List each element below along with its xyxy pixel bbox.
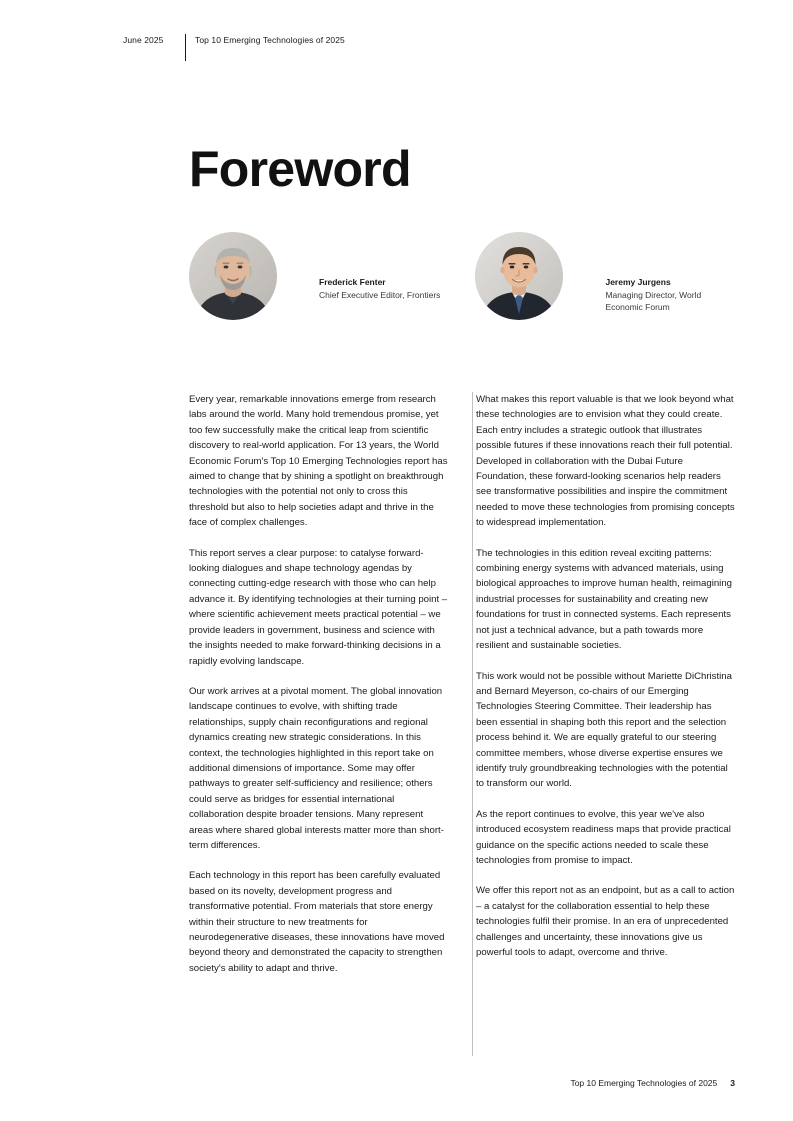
author-meta xyxy=(605,232,735,314)
paragraph: This work would not be possible without Mariette DiChristina and Bernard Meyerson, co-chairs of our Emerging Technologies Steering Committee. Their leadership has been essential in shaping both this report and the selection process behind it. We are equally grateful to our steering committee members, whose diverse expertise ensures we identify truly groundbreaking technologies with the potential to transform our world. xyxy=(476,670,732,790)
paragraph: As the report continues to evolve, this year we've also introduced ecosystem readiness maps that provide practical guidance on the specific actions needed to scale these technologies from promise to impact. xyxy=(476,808,731,866)
page-title: Foreword xyxy=(189,141,411,197)
body-columns xyxy=(189,392,735,976)
header-divider xyxy=(185,34,186,61)
body-column-left xyxy=(189,392,448,976)
author-frederick-fenter xyxy=(189,232,475,320)
portrait-jeremy-jurgens-icon xyxy=(475,232,563,320)
paragraph: What makes this report valuable is that we look beyond what these technologies are to envision what they could create. Each entry includes a strategic outlook that illustrates possible futures if these innovations reach their full potential. Developed in collaboration with the Dubai Future Foundation, these forward-looking scenarios help readers see transformative possibilities and inspire the commitment needed to move these technologies from promising concepts to widespread implementation. xyxy=(476,394,735,529)
author-jeremy-jurgens xyxy=(475,232,735,320)
page-number: 3 xyxy=(730,1078,735,1088)
author-role: Managing Director, World Economic Forum xyxy=(605,289,702,312)
portrait-frederick-fenter-icon xyxy=(189,232,277,320)
avatar xyxy=(475,232,563,320)
page-header xyxy=(123,34,683,61)
author-name: Jeremy Jurgens xyxy=(605,277,671,287)
header-report-title: Top 10 Emerging Technologies of 2025 xyxy=(195,35,345,45)
author-role: Chief Executive Editor, Frontiers xyxy=(319,289,441,300)
paragraph: The technologies in this edition reveal exciting patterns: combining energy systems with advanced materials, using biological approaches to improve human health, reimagining industrial processes for sustainability and creating new foundations for trust in connected systems. Each represents not just a technical advance, but a path towards more resilient and sustainable societies. xyxy=(476,547,732,652)
paragraph: Our work arrives at a pivotal moment. The global innovation landscape continues to evolve, with shifting trade relationships, supply chain reconfigurations and regional dynamics creating new strategic considerations. In this context, the technologies highlighted in this report take on additional dimensions of importance. Some may offer pathways to greater self-sufficiency and resilience; others could serve as bridges for essential international collaboration despite broader tensions. Many represent areas where shared global interests matter more than short-term differences. xyxy=(189,685,444,851)
paragraph: Every year, remarkable innovations emerge from research labs around the world. Many hold tremendous promise, yet too few successfully make the critical leap from scientific discovery to real-world application. For 13 years, the World Economic Forum's Top 10 Emerging Technologies report has aimed to change that by shining a spotlight on breakthrough technologies with the potential not only to cross this threshold but also to help societies adapt and thrive in the face of complex challenges. xyxy=(189,394,448,529)
header-date: June 2025 xyxy=(123,35,164,45)
paragraph: This report serves a clear purpose: to catalyse forward-looking dialogues and shape technology agendas by connecting cutting-edge research with those who can help advance it. By identifying technologies at their turning point – where scientific achievement meets practical potential – we provide leaders in government, business and science with the insights needed to make forward-thinking decisions in a rapidly evolving landscape. xyxy=(189,547,448,667)
page-footer xyxy=(189,1078,735,1088)
paragraph: Each technology in this report has been carefully evaluated based on its novelty, development progress and transformative potential. From materials that store energy within their structure to new treatments for neurodegenerative diseases, these innovations have moved beyond theory and demonstrated the capacity to strengthen society's ability to adapt and thrive. xyxy=(189,870,445,974)
paragraph: We offer this report not as an endpoint, but as a call to action – a catalyst for the collaboration essential to help these technologies fulfil their promise. In an era of unprecedented challenges and uncertainty, these innovations give us powerful tools to adapt, overcome and thrive. xyxy=(476,885,735,958)
footer-report-title: Top 10 Emerging Technologies of 2025 xyxy=(570,1078,718,1088)
author-meta xyxy=(319,232,440,301)
avatar xyxy=(189,232,277,320)
body-column-right xyxy=(476,392,735,976)
author-name: Frederick Fenter xyxy=(319,277,386,287)
author-list xyxy=(189,232,735,320)
